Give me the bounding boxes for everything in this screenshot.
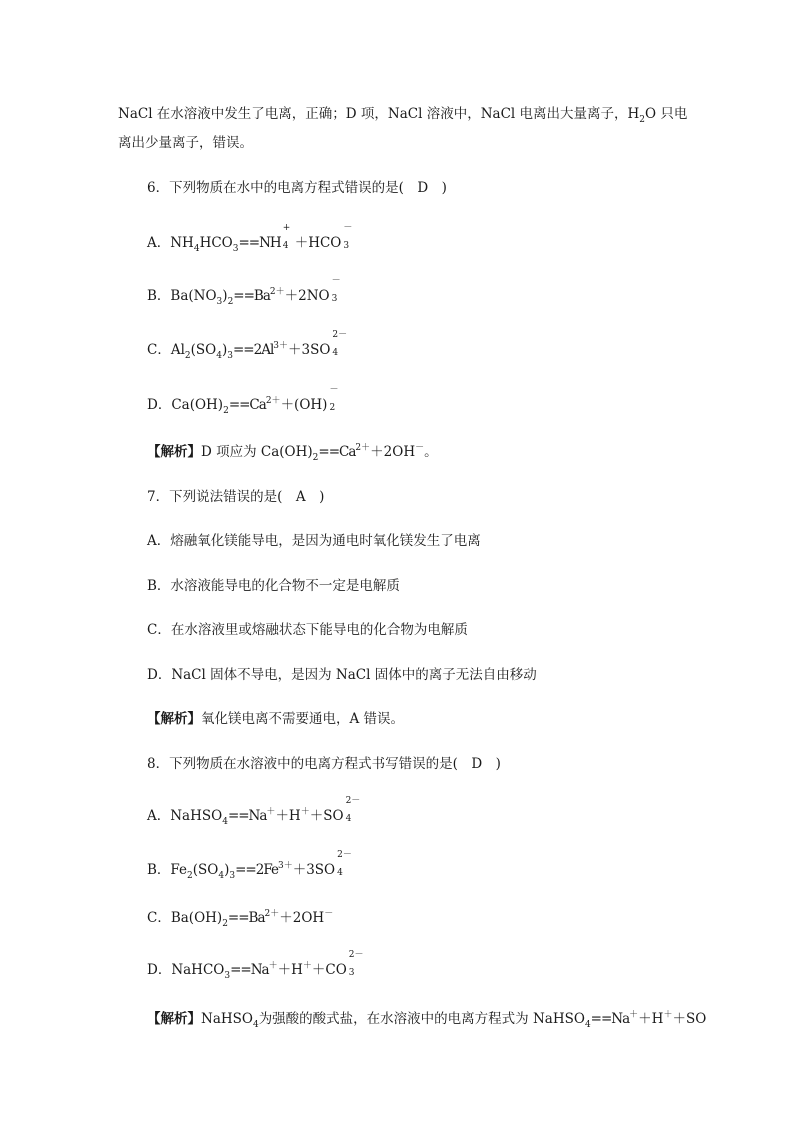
formula-text: 4: [252, 1020, 259, 1030]
formula-text: －: [324, 909, 334, 919]
formula-text: B．Ba(NO: [147, 288, 217, 304]
formula-text: ＋: [300, 807, 310, 817]
intro-line-2: 离出少量离子，错误。: [118, 135, 253, 151]
superscript-subscript-stack: [281, 223, 295, 251]
formula-text: (SO: [192, 862, 219, 878]
formula-text: 2－: [337, 850, 352, 860]
question-6-option-d: [147, 385, 341, 416]
formula-text: C．Ba(OH): [147, 910, 223, 926]
formula-text: 2: [223, 406, 229, 416]
formula-text: ＋3SO: [288, 342, 331, 358]
formula-text: D．Ca(OH): [147, 397, 224, 413]
formula-text: 3: [348, 968, 355, 978]
formula-text: 3: [227, 351, 233, 361]
analysis-label: 【解析】: [147, 444, 201, 460]
superscript-subscript-stack: [330, 276, 344, 304]
formula-text: 2－: [332, 330, 348, 340]
superscript-subscript-stack: [347, 950, 364, 978]
formula-text: ==Na: [227, 808, 267, 824]
formula-text: NaHSO: [201, 1011, 253, 1027]
formula-text: D．NaHCO: [147, 962, 225, 978]
formula-text: ＋SO: [672, 1011, 707, 1027]
question-8-option-d: [147, 950, 364, 981]
formula-text: ＋3SO: [292, 862, 336, 878]
question-7-option-a: A．熔融氧化镁能导电，是因为通电时氧化镁发生了电离: [147, 533, 481, 549]
formula-text: ＋H: [275, 808, 301, 824]
formula-text: ＋2OH: [370, 444, 416, 460]
formula-text: 3: [232, 244, 239, 254]
formula-text: 4: [193, 244, 200, 254]
formula-text: ==Ba: [227, 910, 265, 926]
question-8-option-c: [147, 908, 333, 928]
formula-text: ==Ca: [228, 397, 266, 413]
question-7-stem: 7．下列说法错误的是( A ): [147, 489, 325, 505]
question-8-analysis: [147, 1009, 706, 1029]
question-6-stem: 6．下列物质在水中的电离方程式错误的是( D ): [147, 180, 447, 196]
formula-text: 2－: [348, 950, 364, 960]
question-8-option-b: [147, 850, 352, 881]
formula-text: 2: [227, 297, 234, 307]
formula-text: 4: [584, 1020, 591, 1030]
question-7-analysis: 【解析】氧化镁电离不需要通电，A 错误。: [147, 711, 405, 727]
formula-text: ＋: [266, 807, 276, 817]
question-7-option-d: D．NaCl 固体不导电，是因为 NaCl 固体中的离子无法自由移动: [147, 667, 537, 683]
question-7-option-b: B．水溶液能导电的化合物不一定是电解质: [147, 578, 400, 594]
formula-text: HCO: [199, 235, 233, 251]
formula-text: +: [282, 223, 291, 233]
formula-text: 2: [222, 919, 228, 929]
formula-text: 2－: [345, 796, 361, 806]
formula-text: B．Fe: [147, 862, 188, 878]
formula-text: 3: [343, 241, 350, 251]
formula-text: ==2Al: [232, 342, 274, 358]
formula-text: ==Na: [590, 1011, 630, 1027]
formula-text: ＋: [663, 1010, 673, 1020]
formula-text: 2: [312, 453, 319, 463]
formula-text: A．NaHSO: [147, 808, 223, 824]
formula-text: ): [224, 862, 230, 878]
question-8-option-a: [147, 796, 361, 827]
formula-text: C．Al: [147, 342, 185, 358]
formula-text: ＋H: [277, 962, 303, 978]
formula-text: 2: [329, 403, 336, 413]
formula-text: ==Ca: [318, 444, 356, 460]
formula-text: 4: [345, 814, 352, 824]
question-7-option-c: C．在水溶液里或熔融状态下能导电的化合物为电解质: [147, 622, 468, 638]
formula-text: ＋H: [638, 1011, 664, 1027]
formula-text: ＋(OH): [280, 397, 328, 413]
formula-text: －: [329, 385, 339, 395]
question-6-analysis: [147, 442, 438, 462]
formula-text: ＋CO: [311, 962, 347, 978]
question-6-option-c: [147, 330, 348, 361]
formula-text: －: [343, 223, 353, 233]
question-6-option-b: [147, 276, 344, 307]
question-6-option-a: [147, 223, 355, 254]
formula-text: 2＋: [264, 909, 280, 919]
formula-text: 3: [229, 871, 236, 881]
formula-text: 4: [222, 817, 228, 827]
formula-text: D 项应为 Ca(OH): [201, 444, 313, 460]
formula-text: 4: [216, 351, 222, 361]
formula-text: －: [331, 276, 341, 286]
formula-text: ＋2NO: [284, 288, 330, 304]
formula-text: 2: [187, 871, 193, 881]
formula-text: 4: [332, 348, 339, 358]
superscript-subscript-stack: [327, 385, 341, 413]
formula-text: ＋HCO: [294, 235, 342, 251]
formula-text: 4: [337, 868, 343, 878]
formula-text: ==Na: [230, 962, 269, 978]
formula-text: ): [221, 342, 228, 358]
analysis-label: 【解析】: [147, 1011, 201, 1027]
superscript-subscript-stack: [344, 796, 361, 824]
formula-text: 2＋: [265, 396, 281, 406]
formula-text: 3＋: [277, 861, 293, 871]
formula-text: 3: [224, 971, 231, 981]
formula-text: ==NH: [238, 235, 281, 251]
formula-text: 3: [331, 294, 338, 304]
superscript-subscript-stack: [330, 330, 348, 358]
formula-text: 2: [184, 351, 191, 361]
formula-text: ＋SO: [309, 808, 344, 824]
formula-text: ): [222, 288, 228, 304]
superscript-subscript-stack: [335, 850, 352, 878]
formula-text: ＋: [268, 961, 278, 971]
formula-text: (SO: [190, 342, 217, 358]
formula-text: 。: [424, 444, 438, 460]
formula-text: 为强酸的酸式盐，在水溶液中的电离方程式为 NaHSO: [258, 1011, 585, 1027]
formula-text: ＋: [629, 1010, 639, 1020]
intro-line-1: NaCl 在水溶液中发生了电离，正确；D 项，NaCl 溶液中，NaCl 电离出大量离子，$H_2O$ 只电: [118, 106, 688, 125]
formula-text: 3: [216, 297, 223, 307]
analysis-label: 【解析】: [147, 711, 201, 727]
formula-text: ＋: [302, 961, 312, 971]
formula-text: ==2Fe: [235, 862, 278, 878]
formula-text: A．NH: [147, 235, 194, 251]
formula-text: 4: [282, 241, 289, 251]
formula-text: ==Ba: [233, 288, 270, 304]
formula-text: 2＋: [269, 287, 285, 297]
formula-text: －: [415, 443, 425, 453]
superscript-subscript-stack: [341, 223, 355, 251]
formula-text: ＋2OH: [279, 910, 325, 926]
formula-text: 3＋: [273, 341, 288, 351]
question-8-stem: 8．下列物质在水溶液中的电离方程式书写错误的是( D ): [147, 756, 501, 772]
formula-text: 2＋: [355, 443, 371, 453]
formula-text: 4: [218, 871, 225, 881]
